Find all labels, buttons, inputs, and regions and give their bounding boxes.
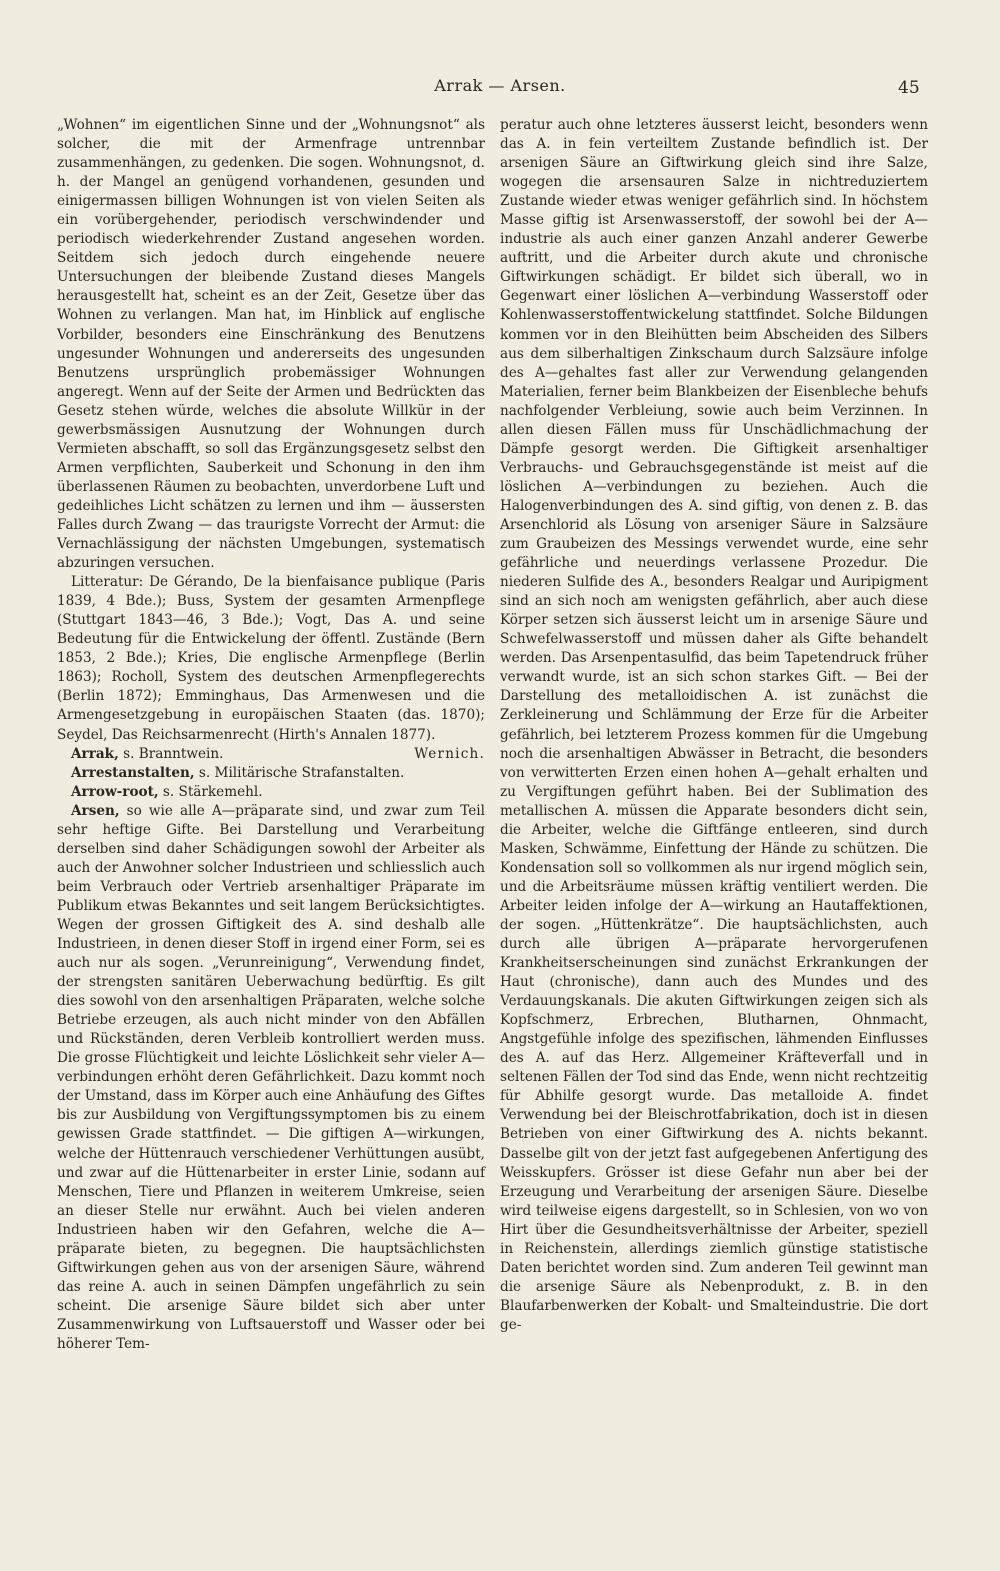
entry-arsen-headword: Arsen,	[71, 802, 120, 819]
entry-arsen	[57, 802, 485, 1354]
entry-arrak-text: s. Branntwein.	[118, 745, 224, 762]
entry-arrowroot	[57, 783, 485, 802]
left-column	[57, 116, 485, 1354]
entry-arrestanstalten	[57, 764, 485, 783]
paragraph-arsen-continued: peratur auch ohne letzteres äusserst leicht, besonders wenn das A. in fein verteiltem Zustande befindlich ist. Der arsenigen Säure an Giftwirkung gleich sind ihre Salze, wogegen die arsensauren Salze in nichtreduziertem Zustande wieder etwas weniger gefährlich sind. In höchstem Masse giftig ist Arsenwasserstoff, der sowohl bei der A—industrie als auch einer ganzen Anzahl anderer Gewerbe auftritt, und die Arbeiter durch akute und chronische Giftwirkungen schädigt. Er bildet sich überall, wo in Gegenwart einer löslichen A—verbindung Wasserstoff oder Kohlenwasserstoffentwickelung stattfindet. Solche Bildungen kommen vor in den Bleihütten beim Abscheiden des Silbers aus dem silberhaltigen Zinkschaum durch Salzsäure infolge des A—gehaltes fast aller zur Verwendung gelangenden Materialien, ferner beim Blankbeizen der Eisenbleche behufs nachfolgender Verbleiung, sowie auch beim Verzinnen. In allen diesen Fällen muss für Unschädlichmachung der Dämpfe gesorgt werden. Die Giftigkeit arsenhaltiger Verbrauchs- und Gebrauchsgegenstände ist meist auf die löslichen A—verbindungen zu beziehen. Auch die Halogenverbindungen des A. sind giftig, von denen z. B. das Arsenchlorid als Lösung von arseniger Säure in Salzsäure zum Graubeizen des Messings verwendet wurde, eine sehr gefährliche und neuerdings verlassene Prozedur. Die niederen Sulfide des A., besonders Realgar und Auripigment sind an sich noch am wenigsten gefährlich, aber auch diese Körper setzen sich äusserst leicht um in arsenige Säure und Schwefelwasserstoff und müssen daher als Gifte behandelt werden. Das Arsenpentasulfid, das beim Tapetendruck früher verwandt wurde, ist an sich schon starkes Gift. — Bei der Darstellung des metalloidischen A. ist zunächst die Zerkleinerung und Schlämmung der Erze für die Arbeiter gefährlich, bei letzterem Prozess kommen für die Umgebung noch die arsenhaltigen Abwässer in Betracht, die besonders von verwitterten Erzen einen hohen A—gehalt erhalten und zu Vergiftungen geführt haben. Bei der Sublimation des metallischen A. müssen die Apparate besonders dicht sein, die Arbeiter, welche die Giftfänge entleeren, sind durch Masken, Schwämme, Einfettung der Hände zu schützen. Die Kondensation soll so vollkommen als nur irgend möglich sein, und die Arbeitsräume müssen kräftig ventiliert werden. Die Arbeiter leiden infolge der A—wirkung an Hautaffektionen, der sogen. „Hüttenkrätze“. Die hauptsächlichsten, auch durch alle übrigen A—präparate hervorgerufenen Krankheitserscheinungen sind zunächst Erkrankungen der Haut (chronische), dann auch des Mundes und des Verdauungskanals. Die akuten Giftwirkungen zeigen sich als Kopfschmerz, Erbrechen, Blutharnen, Ohnmacht, Angstgefühle infolge des spezifischen, lähmenden Einflusses des A. auf das Herz. Allgemeiner Kräfteverfall und in seltenen Fällen der Tod sind das Ende, wenn nicht rechtzeitig für Abhilfe gesorgt wurde. Das metalloide A. findet Verwendung bei der Bleischrotfabrikation, doch ist in diesen Betrieben von einer Giftwirkung des A. nichts bekannt. Dasselbe gilt von der jetzt fast aufgegebenen Anfertigung des Weisskupfers. Grösser ist diese Gefahr nun aber bei der Erzeugung und Verarbeitung der arsenigen Säure. Dieselbe wird teilweise eigens dargestellt, so in Schlesien, von wo von Hirt über die Gesundheitsverhältnisse der Arbeiter, speziell in Reichenstein, allerdings ziemlich günstige statistische Daten berichtet worden sind. Zum anderen Teil gewinnt man die arsenige Säure als Nebenprodukt, z. B. in den Blaufarbenwerken der Kobalt- und Smalteindustrie. Die dort ge-	[500, 117, 928, 1333]
paragraph-wohnungsnot: „Wohnen“ im eigentlichen Sinne und der „Wohnungsnot“ als solcher, die mit der Armenfrage untrennbar zusammenhängen, zu gedenken. Die sogen. Wohnungsnot, d. h. der Mangel an genügend vorhandenen, gesunden und einigermassen billigen Wohnungen ist von vielen Seiten als ein vorübergehender, periodisch verschwindender und periodisch wiederkehrender Zustand angesehen worden. Seitdem sich jedoch durch eingehende neuere Untersuchungen der bleibende Zustand dieses Mangels herausgestellt hat, scheint es an der Zeit, Gesetze über das Wohnen zu verlangen. Man hat, im Hinblick auf englische Vorbilder, besonders eine Einschränkung des Benutzens ungesunder Wohnungen und andererseits des ungesunden Benutzens ursprünglich probemässiger Wohnungen angeregt. Wenn auf der Seite der Armen und Bedrückten das Gesetz stehen würde, welches die absolute Willkür in der gewerbsmässigen Ausnutzung der Wohnungen durch Vermieten abschafft, so soll das Ergänzungsgesetz selbst den Armen verpflichten, Sauberkeit und Schonung in den ihm überlassenen Räumen zu beobachten, unverdorbene Luft und gedeihliches Licht schätzen zu lernen und ihm — äussersten Falles durch Zwang — das traurigste Vorrecht der Armut: die Vernachlässigung der nächsten Umgebungen, systematisch abzuringen versuchen.	[57, 117, 485, 572]
entry-arrowroot-text: s. Stärkemehl.	[158, 783, 263, 800]
entry-arrowroot-headword: Arrow-root,	[71, 783, 159, 800]
entry-arrestanstalten-text: s. Militärische Strafanstalten.	[194, 764, 405, 781]
right-column	[500, 116, 928, 1335]
entry-arrestanstalten-headword: Arrestanstalten,	[71, 764, 195, 781]
entry-arsen-text: so wie alle A—präparate sind, und zwar zum Teil sehr heftige Gifte. Bei Darstellung und Verarbeitung derselben sind daher Schädigungen sowohl der Arbeiter als auch der Anwohner solcher Industrieen und schliesslich auch beim Verbrauch oder Vertrieb arsenhaltiger Präparate im Publikum etwas Bekanntes und seit langem Berücksichtigtes. Wegen der grossen Giftigkeit des A. sind deshalb alle Industrieen, in denen dieser Stoff in irgend einer Form, sei es auch nur als sogen. „Verunreinigung“, Verwendung findet, der strengsten sanitären Ueberwachung bedürftig. Es gilt dies sowohl von den arsenhaltigen Präparaten, welche solche Betriebe erzeugen, als auch nicht minder von den Abfällen und Rückständen, deren Verbleib kontrolliert werden muss. Die grosse Flüchtigkeit und leichte Löslichkeit sehr vieler A—verbindungen erhöht deren Gefährlichkeit. Dazu kommt noch der Umstand, dass im Körper auch eine Anhäufung des Giftes bis zur Ausbildung von Vergiftungssymptomen bis zu einem gewissen Grade stattfindet. — Die giftigen A—wirkungen, welche der Hüttenrauch verschiedener Verhüttungen ausübt, und zwar auf die Hüttenarbeiter in erster Linie, sodann auf Menschen, Tiere und Pflanzen in weiterem Umkreise, seien an dieser Stelle nur erwähnt. Auch bei vielen anderen Industrieen haben wir den Gefahren, welche die A—präparate bieten, zu begegnen. Die hauptsächlichsten Giftwirkungen gehen aus von der arsenigen Säure, während das reine A. auch in seinen Dämpfen ungefährlich zu sein scheint. Die arsenige Säure bildet sich aber unter Zusammenwirkung von Luftsauerstoff und Wasser oder bei höherer Tem-	[57, 802, 485, 1352]
author-signature: Wernich.	[414, 745, 485, 762]
entry-arrak-headword: Arrak,	[71, 745, 119, 762]
running-title: Arrak — Arsen.	[434, 76, 566, 95]
page-number: 45	[898, 78, 920, 98]
literature-text: Litteratur: De Gérando, De la bienfaisance publique (Paris 1839, 4 Bde.); Buss, System der gesamten Armenpflege (Stuttgart 1843—46, 3 Bde.); Vogt, Das A. und seine Bedeutung für die Entwickelung der öffentl. Zustände (Bern 1853, 2 Bde.); Kries, Die englische Armenpflege (Berlin 1863); Rocholl, System des deutschen Armenpflegerechts (Berlin 1872); Emminghaus, Das Armenwesen und die Armengesetzgebung in europäischen Staaten (das. 1870); Seydel, Das Reichsarmenrecht (Hirth's Annalen 1877).	[57, 574, 485, 743]
